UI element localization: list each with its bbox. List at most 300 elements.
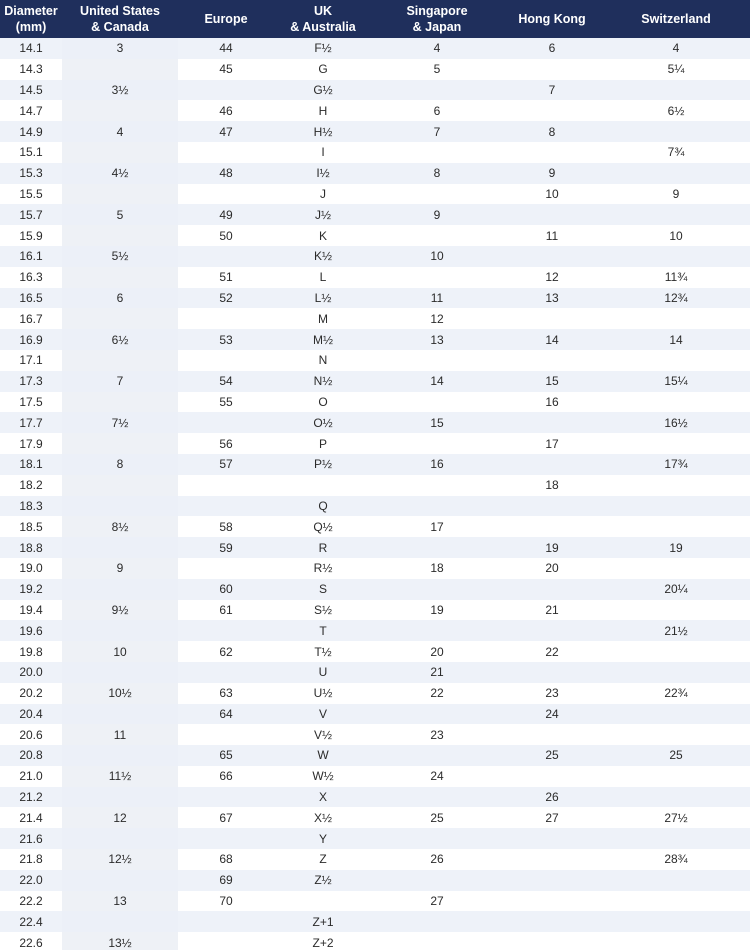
switzerland-cell (602, 308, 750, 329)
singapore-japan-cell: 6 (433, 103, 441, 118)
hong-kong-cell: 17 (545, 436, 559, 451)
header-singapore-japan-line: & Japan (412, 20, 462, 34)
diameter-cell: 20.4 (0, 704, 62, 725)
europe-cell (178, 412, 274, 433)
diameter-cell: 22.2 (19, 894, 43, 909)
singapore-japan-cell: 22 (430, 686, 444, 701)
hong-kong-cell: 20 (545, 561, 559, 576)
europe-cell: 44 (178, 38, 274, 59)
uk-australia-cell: F½ (274, 38, 372, 59)
diameter-cell: 21.8 (19, 852, 43, 867)
diameter-cell: 19.4 (19, 602, 43, 617)
table-row (0, 849, 750, 870)
singapore-japan-cell: 17 (430, 519, 444, 534)
us-canada-cell: 10 (113, 644, 127, 659)
table-row (0, 745, 750, 766)
singapore-japan-cell: 10 (372, 246, 502, 267)
header-switzerland-line: Switzerland (641, 12, 711, 26)
uk-australia-cell: P (318, 436, 327, 451)
hong-kong-cell: 19 (502, 537, 602, 558)
table-row (0, 787, 750, 808)
diameter-cell: 18.3 (0, 496, 62, 517)
uk-australia-cell: T (274, 620, 372, 641)
table-row (0, 600, 750, 621)
hong-kong-cell: 6 (502, 38, 602, 59)
europe-cell: 59 (178, 537, 274, 558)
table-row (0, 392, 750, 413)
us-canada-cell (62, 184, 178, 205)
us-canada-cell: 7½ (62, 412, 178, 433)
switzerland-cell (602, 600, 750, 621)
table-row (0, 516, 750, 537)
hong-kong-cell (502, 620, 602, 641)
uk-australia-cell: J (320, 186, 326, 201)
switzerland-cell: 21½ (602, 620, 750, 641)
hong-kong-cell: 9 (502, 163, 602, 184)
hong-kong-cell (502, 246, 602, 267)
header-uk-australia (274, 0, 372, 38)
table-row (0, 870, 750, 891)
diameter-cell: 17.7 (0, 412, 62, 433)
header-europe-line: Europe (204, 12, 248, 26)
us-canada-cell (62, 100, 178, 121)
uk-australia-cell: U (274, 662, 372, 683)
hong-kong-cell: 22 (545, 644, 559, 659)
hong-kong-cell: 27 (545, 810, 559, 825)
diameter-cell: 15.7 (0, 204, 62, 225)
uk-australia-cell: H½ (274, 121, 372, 142)
singapore-japan-cell: 18 (430, 561, 444, 576)
table-row (0, 579, 750, 600)
singapore-japan-cell (372, 787, 502, 808)
singapore-japan-cell (372, 828, 502, 849)
singapore-japan-cell: 27 (430, 894, 444, 909)
singapore-japan-cell: 20 (430, 644, 444, 659)
europe-cell: 66 (219, 769, 233, 784)
table-row (0, 184, 750, 205)
diameter-cell: 18.1 (0, 454, 62, 475)
hong-kong-cell: 11 (545, 228, 559, 243)
hong-kong-cell: 18 (545, 478, 559, 493)
diameter-cell: 17.3 (0, 371, 62, 392)
europe-cell: 58 (219, 519, 233, 534)
table-row (0, 329, 750, 350)
us-canada-cell: 3 (62, 38, 178, 59)
uk-australia-cell (274, 475, 372, 496)
diameter-cell: 18.2 (19, 478, 43, 493)
hong-kong-cell (502, 849, 602, 870)
diameter-cell: 22.4 (0, 911, 62, 932)
table-row (0, 724, 750, 745)
uk-australia-cell: L½ (274, 288, 372, 309)
singapore-japan-cell: 14 (372, 371, 502, 392)
uk-australia-cell: L (319, 270, 327, 285)
uk-australia-cell: I½ (274, 163, 372, 184)
diameter-cell: 15.9 (19, 228, 43, 243)
us-canada-cell (62, 267, 178, 288)
table-row (0, 496, 750, 517)
hong-kong-cell (502, 724, 602, 745)
europe-cell (178, 184, 274, 205)
europe-cell: 69 (178, 870, 274, 891)
us-canada-cell: 12 (113, 810, 127, 825)
table-row (0, 558, 750, 579)
table-row (0, 537, 750, 558)
switzerland-cell (602, 80, 750, 101)
uk-australia-cell (274, 891, 372, 912)
switzerland-cell (602, 204, 750, 225)
uk-australia-cell: W½ (312, 769, 334, 784)
switzerland-cell (602, 516, 750, 537)
switzerland-cell: 22¾ (664, 686, 688, 701)
switzerland-cell: 15¼ (602, 371, 750, 392)
uk-australia-cell: Y (274, 828, 372, 849)
header-diameter (0, 0, 62, 38)
uk-australia-cell: G½ (274, 80, 372, 101)
europe-cell: 52 (178, 288, 274, 309)
switzerland-cell: 5¼ (667, 62, 685, 77)
diameter-cell: 20.0 (0, 662, 62, 683)
switzerland-cell (602, 475, 750, 496)
uk-australia-cell: K½ (274, 246, 372, 267)
singapore-japan-cell (372, 620, 502, 641)
europe-cell: 70 (219, 894, 233, 909)
uk-australia-cell: N (318, 353, 328, 368)
diameter-cell: 21.4 (19, 810, 43, 825)
diameter-cell: 16.7 (19, 311, 43, 326)
diameter-cell: 17.9 (19, 436, 43, 451)
us-canada-cell (62, 704, 178, 725)
switzerland-cell (602, 704, 750, 725)
europe-cell: 53 (178, 329, 274, 350)
diameter-cell: 14.1 (0, 38, 62, 59)
singapore-japan-cell (372, 704, 502, 725)
header-singapore-japan-line: Singapore (406, 4, 468, 18)
hong-kong-cell: 15 (502, 371, 602, 392)
uk-australia-cell: V (274, 704, 372, 725)
europe-cell: 55 (219, 394, 233, 409)
hong-kong-cell (502, 766, 602, 787)
singapore-japan-cell: 23 (430, 727, 444, 742)
singapore-japan-cell (372, 932, 502, 950)
uk-australia-cell: N½ (274, 371, 372, 392)
us-canada-cell (62, 787, 178, 808)
switzerland-cell: 19 (602, 537, 750, 558)
us-canada-cell: 11½ (108, 769, 132, 784)
uk-australia-cell: V½ (313, 727, 332, 742)
table-row (0, 225, 750, 246)
singapore-japan-cell (372, 267, 502, 288)
us-canada-cell (62, 745, 178, 766)
table-row (0, 371, 750, 392)
table-row (0, 620, 750, 641)
diameter-cell: 19.6 (0, 620, 62, 641)
switzerland-cell: 11¾ (664, 270, 688, 285)
uk-australia-cell: R½ (313, 561, 333, 576)
us-canada-cell: 5½ (62, 246, 178, 267)
us-canada-cell (62, 870, 178, 891)
table-row (0, 204, 750, 225)
switzerland-cell (602, 911, 750, 932)
diameter-cell: 14.7 (19, 103, 43, 118)
us-canada-cell: 8 (62, 454, 178, 475)
header-diameter-line: (mm) (15, 20, 47, 34)
switzerland-cell (602, 662, 750, 683)
switzerland-cell (602, 163, 750, 184)
uk-australia-cell: Z½ (274, 870, 372, 891)
diameter-cell: 22.0 (0, 870, 62, 891)
europe-cell (178, 496, 274, 517)
singapore-japan-cell: 16 (372, 454, 502, 475)
hong-kong-cell (502, 911, 602, 932)
singapore-japan-cell (372, 392, 502, 413)
table-row (0, 412, 750, 433)
header-uk-australia-line: UK (313, 4, 333, 18)
hong-kong-cell (502, 454, 602, 475)
table-row (0, 911, 750, 932)
singapore-japan-cell: 11 (372, 288, 502, 309)
uk-australia-cell: Z (319, 852, 327, 867)
uk-australia-cell: O (318, 394, 328, 409)
hong-kong-cell (502, 100, 602, 121)
hong-kong-cell (502, 579, 602, 600)
header-diameter-line: Diameter (4, 4, 58, 18)
switzerland-cell (602, 121, 750, 142)
singapore-japan-cell (372, 496, 502, 517)
table-row (0, 163, 750, 184)
switzerland-cell: 4 (602, 38, 750, 59)
table-row (0, 683, 750, 704)
us-canada-cell: 7 (62, 371, 178, 392)
table-row (0, 350, 750, 371)
singapore-japan-cell: 13 (372, 329, 502, 350)
switzerland-cell (602, 870, 750, 891)
singapore-japan-cell: 4 (372, 38, 502, 59)
hong-kong-cell (502, 412, 602, 433)
uk-australia-cell: U½ (313, 686, 333, 701)
diameter-cell: 20.2 (19, 686, 43, 701)
switzerland-cell (602, 932, 750, 950)
uk-australia-cell: M½ (274, 329, 372, 350)
europe-cell: 49 (178, 204, 274, 225)
us-canada-cell: 12½ (108, 852, 132, 867)
hong-kong-cell (502, 516, 602, 537)
hong-kong-cell: 13 (502, 288, 602, 309)
diameter-cell: 16.9 (0, 329, 62, 350)
singapore-japan-cell (372, 870, 502, 891)
us-canada-cell (62, 350, 178, 371)
us-canada-cell: 8½ (111, 519, 129, 534)
us-canada-cell (62, 59, 178, 80)
europe-cell (178, 142, 274, 163)
diameter-cell: 19.8 (19, 644, 43, 659)
header-switzerland (602, 0, 750, 38)
uk-australia-cell: Z+2 (312, 935, 334, 950)
singapore-japan-cell: 25 (430, 810, 444, 825)
hong-kong-cell (502, 59, 602, 80)
diameter-cell: 21.6 (0, 828, 62, 849)
switzerland-cell (602, 433, 750, 454)
us-canada-cell (62, 537, 178, 558)
europe-cell (178, 308, 274, 329)
uk-australia-cell: G (318, 62, 328, 77)
table-row (0, 80, 750, 101)
diameter-cell: 16.1 (0, 246, 62, 267)
uk-australia-cell: O½ (274, 412, 372, 433)
hong-kong-cell (502, 496, 602, 517)
header-us-canada-line: & Canada (91, 20, 149, 34)
switzerland-cell: 27½ (664, 810, 688, 825)
europe-cell: 47 (178, 121, 274, 142)
hong-kong-cell: 10 (545, 186, 559, 201)
switzerland-cell (602, 392, 750, 413)
switzerland-cell: 10 (669, 228, 683, 243)
hong-kong-cell (502, 308, 602, 329)
europe-cell (178, 558, 274, 579)
uk-australia-cell: P½ (274, 454, 372, 475)
europe-cell: 57 (178, 454, 274, 475)
singapore-japan-cell (372, 911, 502, 932)
europe-cell: 61 (219, 602, 233, 617)
us-canada-cell: 9 (116, 561, 124, 576)
switzerland-cell (602, 558, 750, 579)
diameter-cell: 14.3 (19, 62, 43, 77)
switzerland-cell (602, 891, 750, 912)
diameter-cell: 16.3 (19, 270, 43, 285)
table-row (0, 454, 750, 475)
diameter-cell: 15.3 (0, 163, 62, 184)
europe-cell (178, 80, 274, 101)
table-row (0, 100, 750, 121)
diameter-cell: 14.9 (0, 121, 62, 142)
header-uk-australia-line: & Australia (290, 20, 356, 34)
hong-kong-cell (502, 662, 602, 683)
europe-cell: 51 (219, 270, 233, 285)
us-canada-cell (62, 579, 178, 600)
uk-australia-cell: R (274, 537, 372, 558)
table-row (0, 308, 750, 329)
uk-australia-cell: M (318, 311, 328, 326)
uk-australia-cell: W (274, 745, 372, 766)
table-row (0, 891, 750, 912)
hong-kong-cell: 8 (502, 121, 602, 142)
us-canada-cell: 4 (62, 121, 178, 142)
us-canada-cell: 6½ (62, 329, 178, 350)
table-row (0, 475, 750, 496)
us-canada-cell (62, 662, 178, 683)
hong-kong-cell: 7 (502, 80, 602, 101)
europe-cell: 45 (219, 62, 233, 77)
table-row (0, 59, 750, 80)
diameter-cell: 19.2 (0, 579, 62, 600)
hong-kong-cell (502, 204, 602, 225)
switzerland-cell (602, 246, 750, 267)
header-us-canada-line: United States (80, 4, 160, 18)
us-canada-cell: 13 (113, 894, 127, 909)
europe-cell: 62 (219, 644, 233, 659)
switzerland-cell: 6½ (667, 103, 685, 118)
europe-cell (178, 787, 274, 808)
us-canada-cell: 5 (62, 204, 178, 225)
europe-cell: 46 (219, 103, 233, 118)
table-row (0, 433, 750, 454)
uk-australia-cell: H (318, 103, 328, 118)
europe-cell (178, 911, 274, 932)
europe-cell: 63 (219, 686, 233, 701)
diameter-cell: 14.5 (0, 80, 62, 101)
hong-kong-cell: 24 (502, 704, 602, 725)
switzerland-cell: 12¾ (602, 288, 750, 309)
diameter-cell: 22.6 (19, 935, 43, 950)
diameter-cell: 19.0 (19, 561, 43, 576)
europe-cell: 67 (219, 810, 233, 825)
us-canada-cell (62, 308, 178, 329)
switzerland-cell (602, 641, 750, 662)
hong-kong-cell (502, 350, 602, 371)
header-europe (178, 0, 274, 38)
uk-australia-cell: K (318, 228, 327, 243)
diameter-cell: 16.5 (0, 288, 62, 309)
switzerland-cell: 16½ (602, 412, 750, 433)
header-row (0, 0, 750, 38)
europe-cell (178, 724, 274, 745)
switzerland-cell (602, 724, 750, 745)
table-row (0, 38, 750, 59)
europe-cell (178, 620, 274, 641)
table-row (0, 766, 750, 787)
switzerland-cell: 25 (602, 745, 750, 766)
switzerland-cell: 28¾ (664, 852, 688, 867)
switzerland-cell: 17¾ (602, 454, 750, 475)
table-row (0, 246, 750, 267)
table-row (0, 704, 750, 725)
europe-cell: 54 (178, 371, 274, 392)
diameter-cell: 15.5 (19, 186, 43, 201)
us-canada-cell (62, 475, 178, 496)
us-canada-cell (62, 911, 178, 932)
diameter-cell: 18.8 (0, 537, 62, 558)
table-row (0, 267, 750, 288)
table-body (0, 38, 750, 950)
singapore-japan-cell (372, 142, 502, 163)
singapore-japan-cell: 8 (372, 163, 502, 184)
uk-australia-cell: I (321, 145, 325, 160)
us-canada-cell: 9½ (111, 602, 129, 617)
singapore-japan-cell (372, 80, 502, 101)
hong-kong-cell: 16 (545, 394, 559, 409)
us-canada-cell (62, 496, 178, 517)
singapore-japan-cell (372, 350, 502, 371)
header-us-canada (62, 0, 178, 38)
diameter-cell: 21.2 (0, 787, 62, 808)
singapore-japan-cell: 26 (430, 852, 444, 867)
diameter-cell: 20.6 (19, 727, 43, 742)
europe-cell (178, 475, 274, 496)
hong-kong-cell: 21 (545, 602, 559, 617)
hong-kong-cell (502, 932, 602, 950)
table-row (0, 121, 750, 142)
diameter-cell: 17.5 (19, 394, 43, 409)
europe-cell: 68 (219, 852, 233, 867)
hong-kong-cell: 14 (502, 329, 602, 350)
us-canada-cell (62, 620, 178, 641)
europe-cell (178, 246, 274, 267)
europe-cell (178, 662, 274, 683)
switzerland-cell (602, 787, 750, 808)
switzerland-cell (602, 828, 750, 849)
uk-australia-cell: X (274, 787, 372, 808)
europe-cell: 50 (219, 228, 233, 243)
